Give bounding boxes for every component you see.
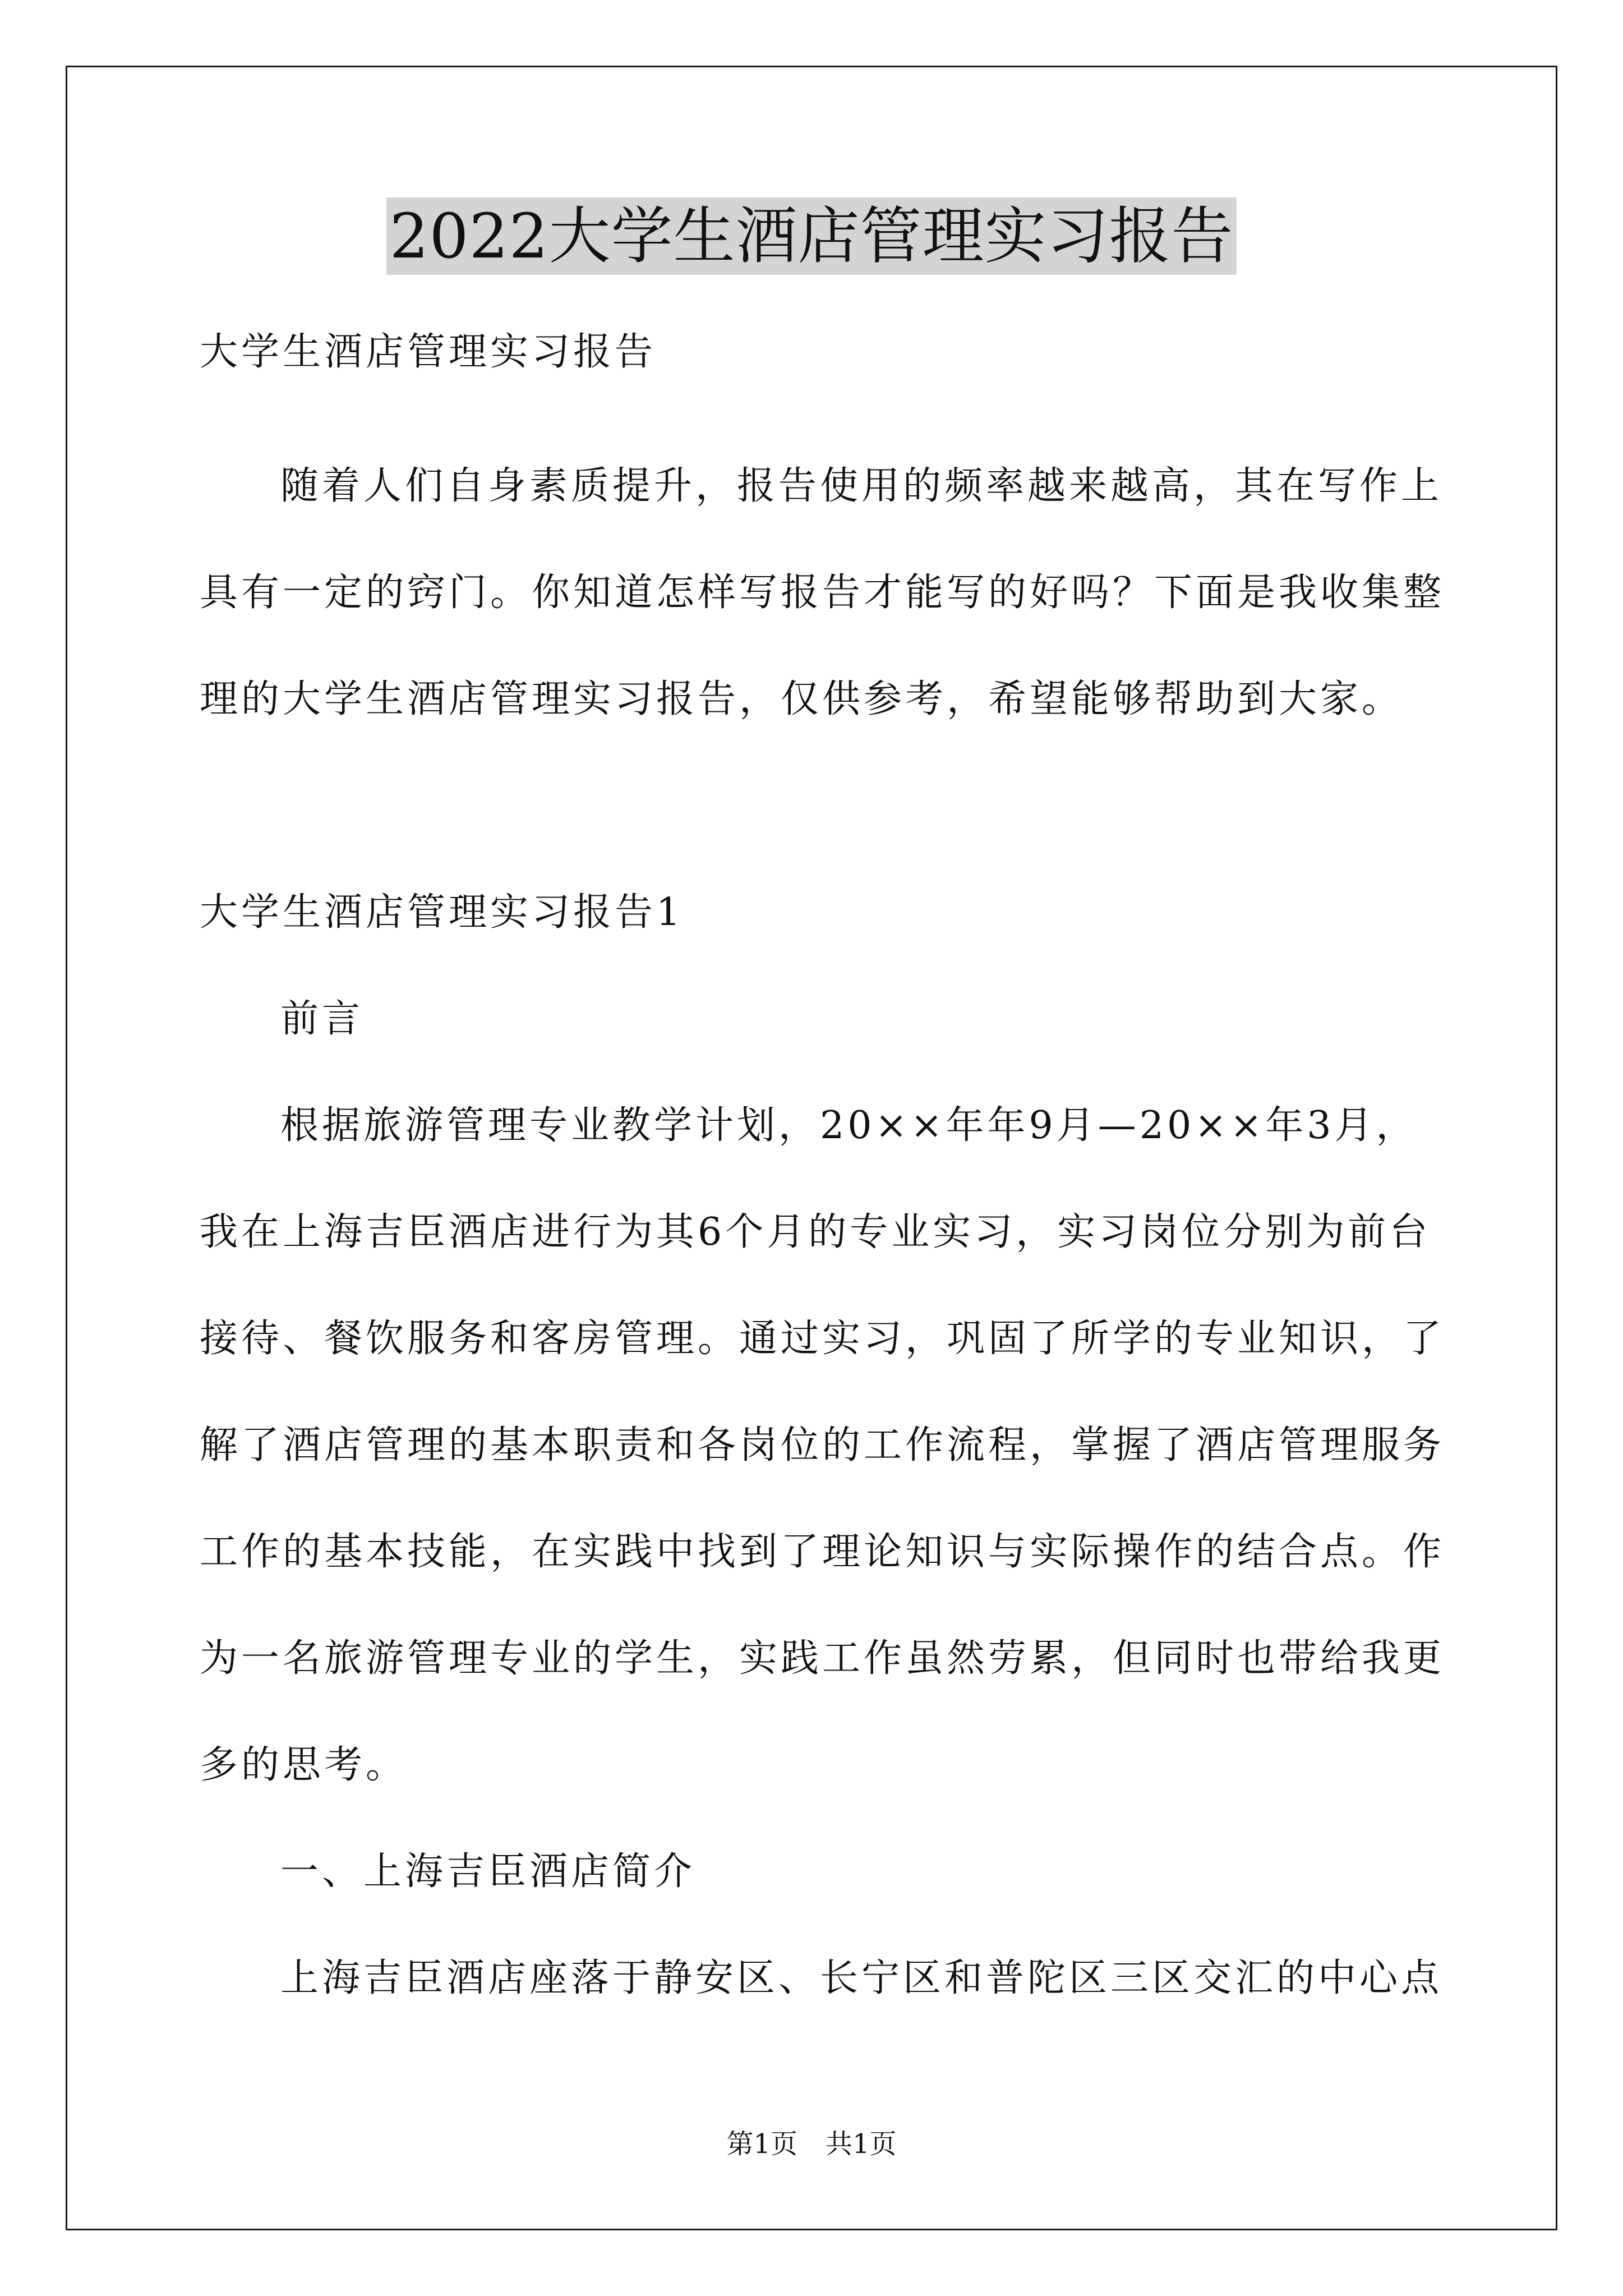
- page-number-total: 共1页: [826, 2128, 897, 2160]
- preface-line-6: 为一名旅游管理专业的学生，实践工作虽然劳累，但同时也带给我更: [200, 1636, 1445, 1681]
- part1-heading: 一、上海吉臣酒店简介: [280, 1849, 696, 1894]
- document-title: [0, 197, 1623, 275]
- document-subtitle: 大学生酒店管理实习报告: [200, 330, 657, 374]
- preface-line-7: 多的思考。: [200, 1743, 408, 1787]
- part1-line-1: 上海吉臣酒店座落于静安区、长宁区和普陀区三区交汇的中心点: [280, 1956, 1443, 2000]
- preface-line-2: 我在上海吉臣酒店进行为其6个月的专业实习，实习岗位分别为前台: [200, 1210, 1431, 1254]
- section-heading: 大学生酒店管理实习报告1: [200, 890, 684, 935]
- preface-line-3: 接待、餐饮服务和客房管理。通过实习，巩固了所学的专业知识，了: [200, 1317, 1445, 1361]
- page-footer: [0, 2127, 1623, 2161]
- preface-heading: 前言: [280, 997, 364, 1041]
- page-number-current: 第1页: [726, 2128, 797, 2160]
- intro-line-1: 随着人们自身素质提升，报告使用的频率越来越高，其在写作上: [280, 464, 1443, 508]
- intro-line-3: 理的大学生酒店管理实习报告，仅供参考，希望能够帮助到大家。: [200, 677, 1404, 721]
- intro-line-2: 具有一定的窍门。你知道怎样写报告才能写的好吗？下面是我收集整: [200, 570, 1445, 615]
- document-title-text: 2022大学生酒店管理实习报告: [386, 197, 1237, 275]
- preface-line-5: 工作的基本技能，在实践中找到了理论知识与实际操作的结合点。作: [200, 1530, 1445, 1574]
- preface-line-1: 根据旅游管理专业教学计划，20××年年9月—20××年3月，: [280, 1103, 1418, 1148]
- preface-line-4: 解了酒店管理的基本职责和各岗位的工作流程，掌握了酒店管理服务: [200, 1423, 1445, 1467]
